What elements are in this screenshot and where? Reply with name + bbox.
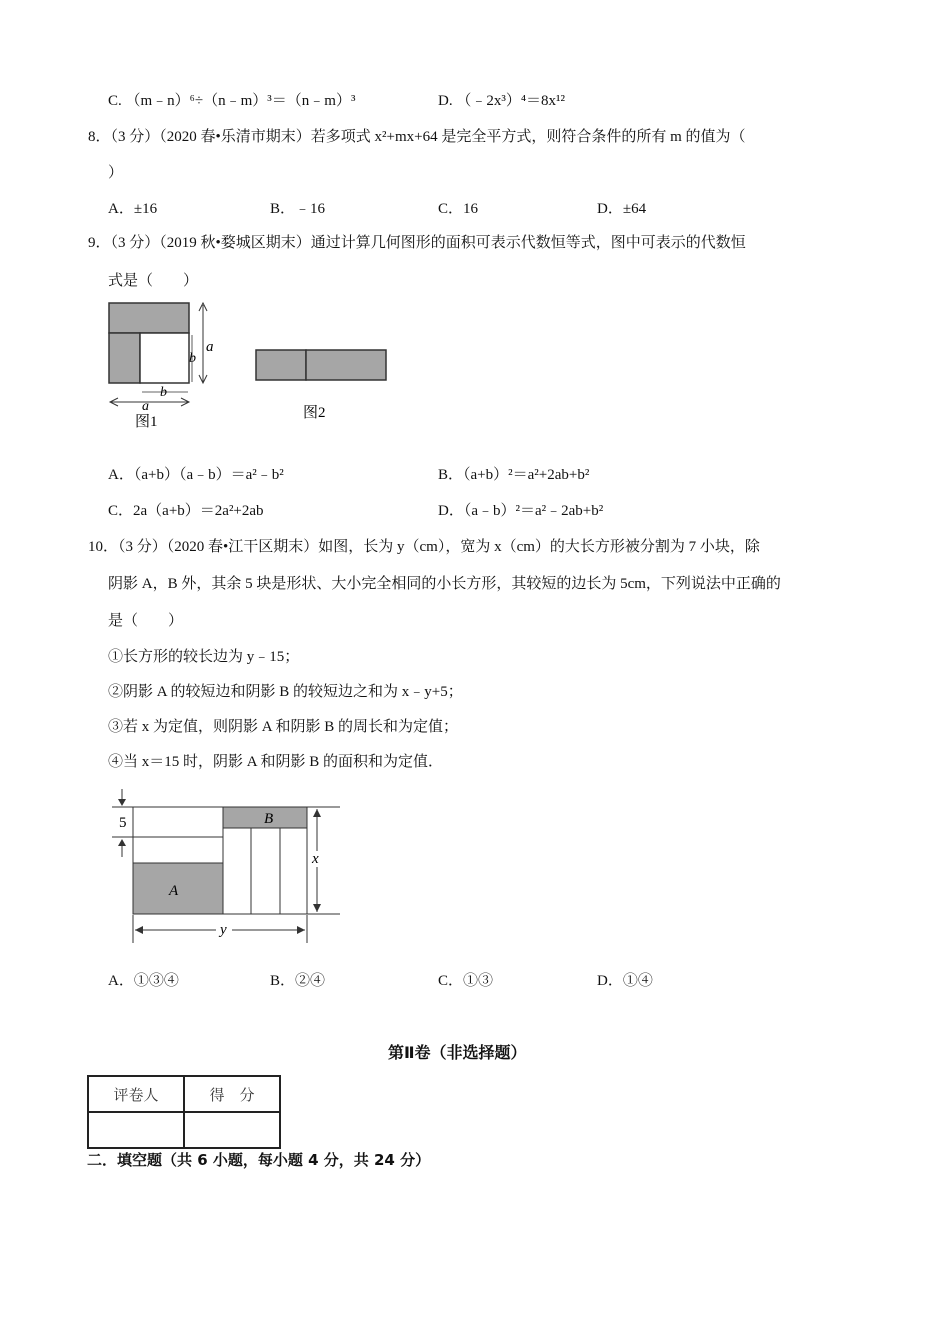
grader-header: 评卷人	[88, 1076, 184, 1112]
q8-option-d: D．±64	[597, 201, 647, 217]
q10-label-5: 5	[119, 815, 127, 831]
q7-option-d: D. （﹣2x³）⁴＝8x¹²	[438, 93, 566, 109]
q10-option-d: D．①④	[597, 973, 653, 989]
grader-cell	[88, 1112, 184, 1148]
q8-option-c: C．16	[438, 201, 479, 217]
q10-label-b: B	[264, 811, 274, 827]
q10-statement-4: ④当 x＝15 时，阴影 A 和阴影 B 的面积和为定值．	[108, 754, 444, 770]
q8-option-b: B．﹣16	[270, 201, 326, 217]
section-2-heading: 二．填空题（共 6 小题，每小题 4 分，共 24 分）	[87, 1151, 431, 1169]
q9-option-c: C．2a（a+b）＝2a²+2ab	[108, 503, 264, 519]
fig2-caption: 图2	[303, 405, 326, 421]
q8-option-a: A．±16	[108, 201, 158, 217]
fig1-caption: 图1	[135, 414, 158, 430]
fig1-label-b-vertical: b	[189, 351, 196, 366]
q10-statement-2: ②阴影 A 的较短边和阴影 B 的较短边之和为 x﹣y+5；	[108, 684, 463, 700]
q10-option-b: B．②④	[270, 973, 326, 989]
q10-label-y: y	[220, 922, 227, 938]
q10-label-x: x	[312, 851, 319, 867]
q10-stem-cont: 阴影 A，B 外，其余 5 块是形状、大小完全相同的小长方形，其较短的边长为 5cm，下列说法中正确的	[108, 576, 781, 592]
q10-stem: 10．（3 分）（2020 春•江干区期末）如图，长为 y（cm），宽为 x（cm）的大长方形被分割为 7 小块，除	[88, 539, 760, 555]
fig1-label-a-horizontal: a	[142, 399, 149, 414]
q7-option-c: C. （m﹣n）⁶÷（n﹣m）³＝（n﹣m）³	[108, 93, 356, 109]
q9-option-b: B．（a+b）²＝a²+2ab+b²	[438, 467, 590, 483]
q10-option-a: A．①③④	[108, 973, 179, 989]
q8-stem: 8．（3 分）（2020 春•乐清市期末）若多项式 x²+mx+64 是完全平方式，则符合条件的所有 m 的值为（	[88, 129, 746, 145]
q9-option-d: D．（a﹣b）²＝a²﹣2ab+b²	[438, 503, 604, 519]
fig1-label-a-vertical: a	[206, 339, 214, 355]
q10-option-c: C．①③	[438, 973, 494, 989]
q10-statement-3: ③若 x 为定值，则阴影 A 和阴影 B 的周长和为定值；	[108, 719, 459, 735]
q9-option-a: A．（a+b）（a﹣b）＝a²﹣b²	[108, 467, 284, 483]
grader-score-table	[87, 1075, 281, 1149]
q10-stem-cont2: 是（ ）	[108, 613, 184, 629]
q10-label-a: A	[169, 883, 179, 899]
q10-diagram	[100, 785, 350, 950]
q10-statement-1: ①长方形的较长边为 y﹣15；	[108, 649, 300, 665]
fig1-label-b-horizontal: b	[160, 385, 167, 400]
q9-figure-1-diagram	[100, 298, 400, 438]
q9-stem: 9．（3 分）（2019 秋•婺城区期末）通过计算几何图形的面积可表示代数恒等式，图中可表示的代数恒	[88, 235, 746, 251]
q8-stem-cont: ）	[108, 165, 124, 181]
score-cell	[184, 1112, 280, 1148]
part-2-title: 第Ⅱ卷（非选择题）	[388, 1043, 527, 1062]
q9-stem-cont: 式是（ ）	[108, 273, 199, 289]
score-header: 得 分	[184, 1076, 280, 1112]
